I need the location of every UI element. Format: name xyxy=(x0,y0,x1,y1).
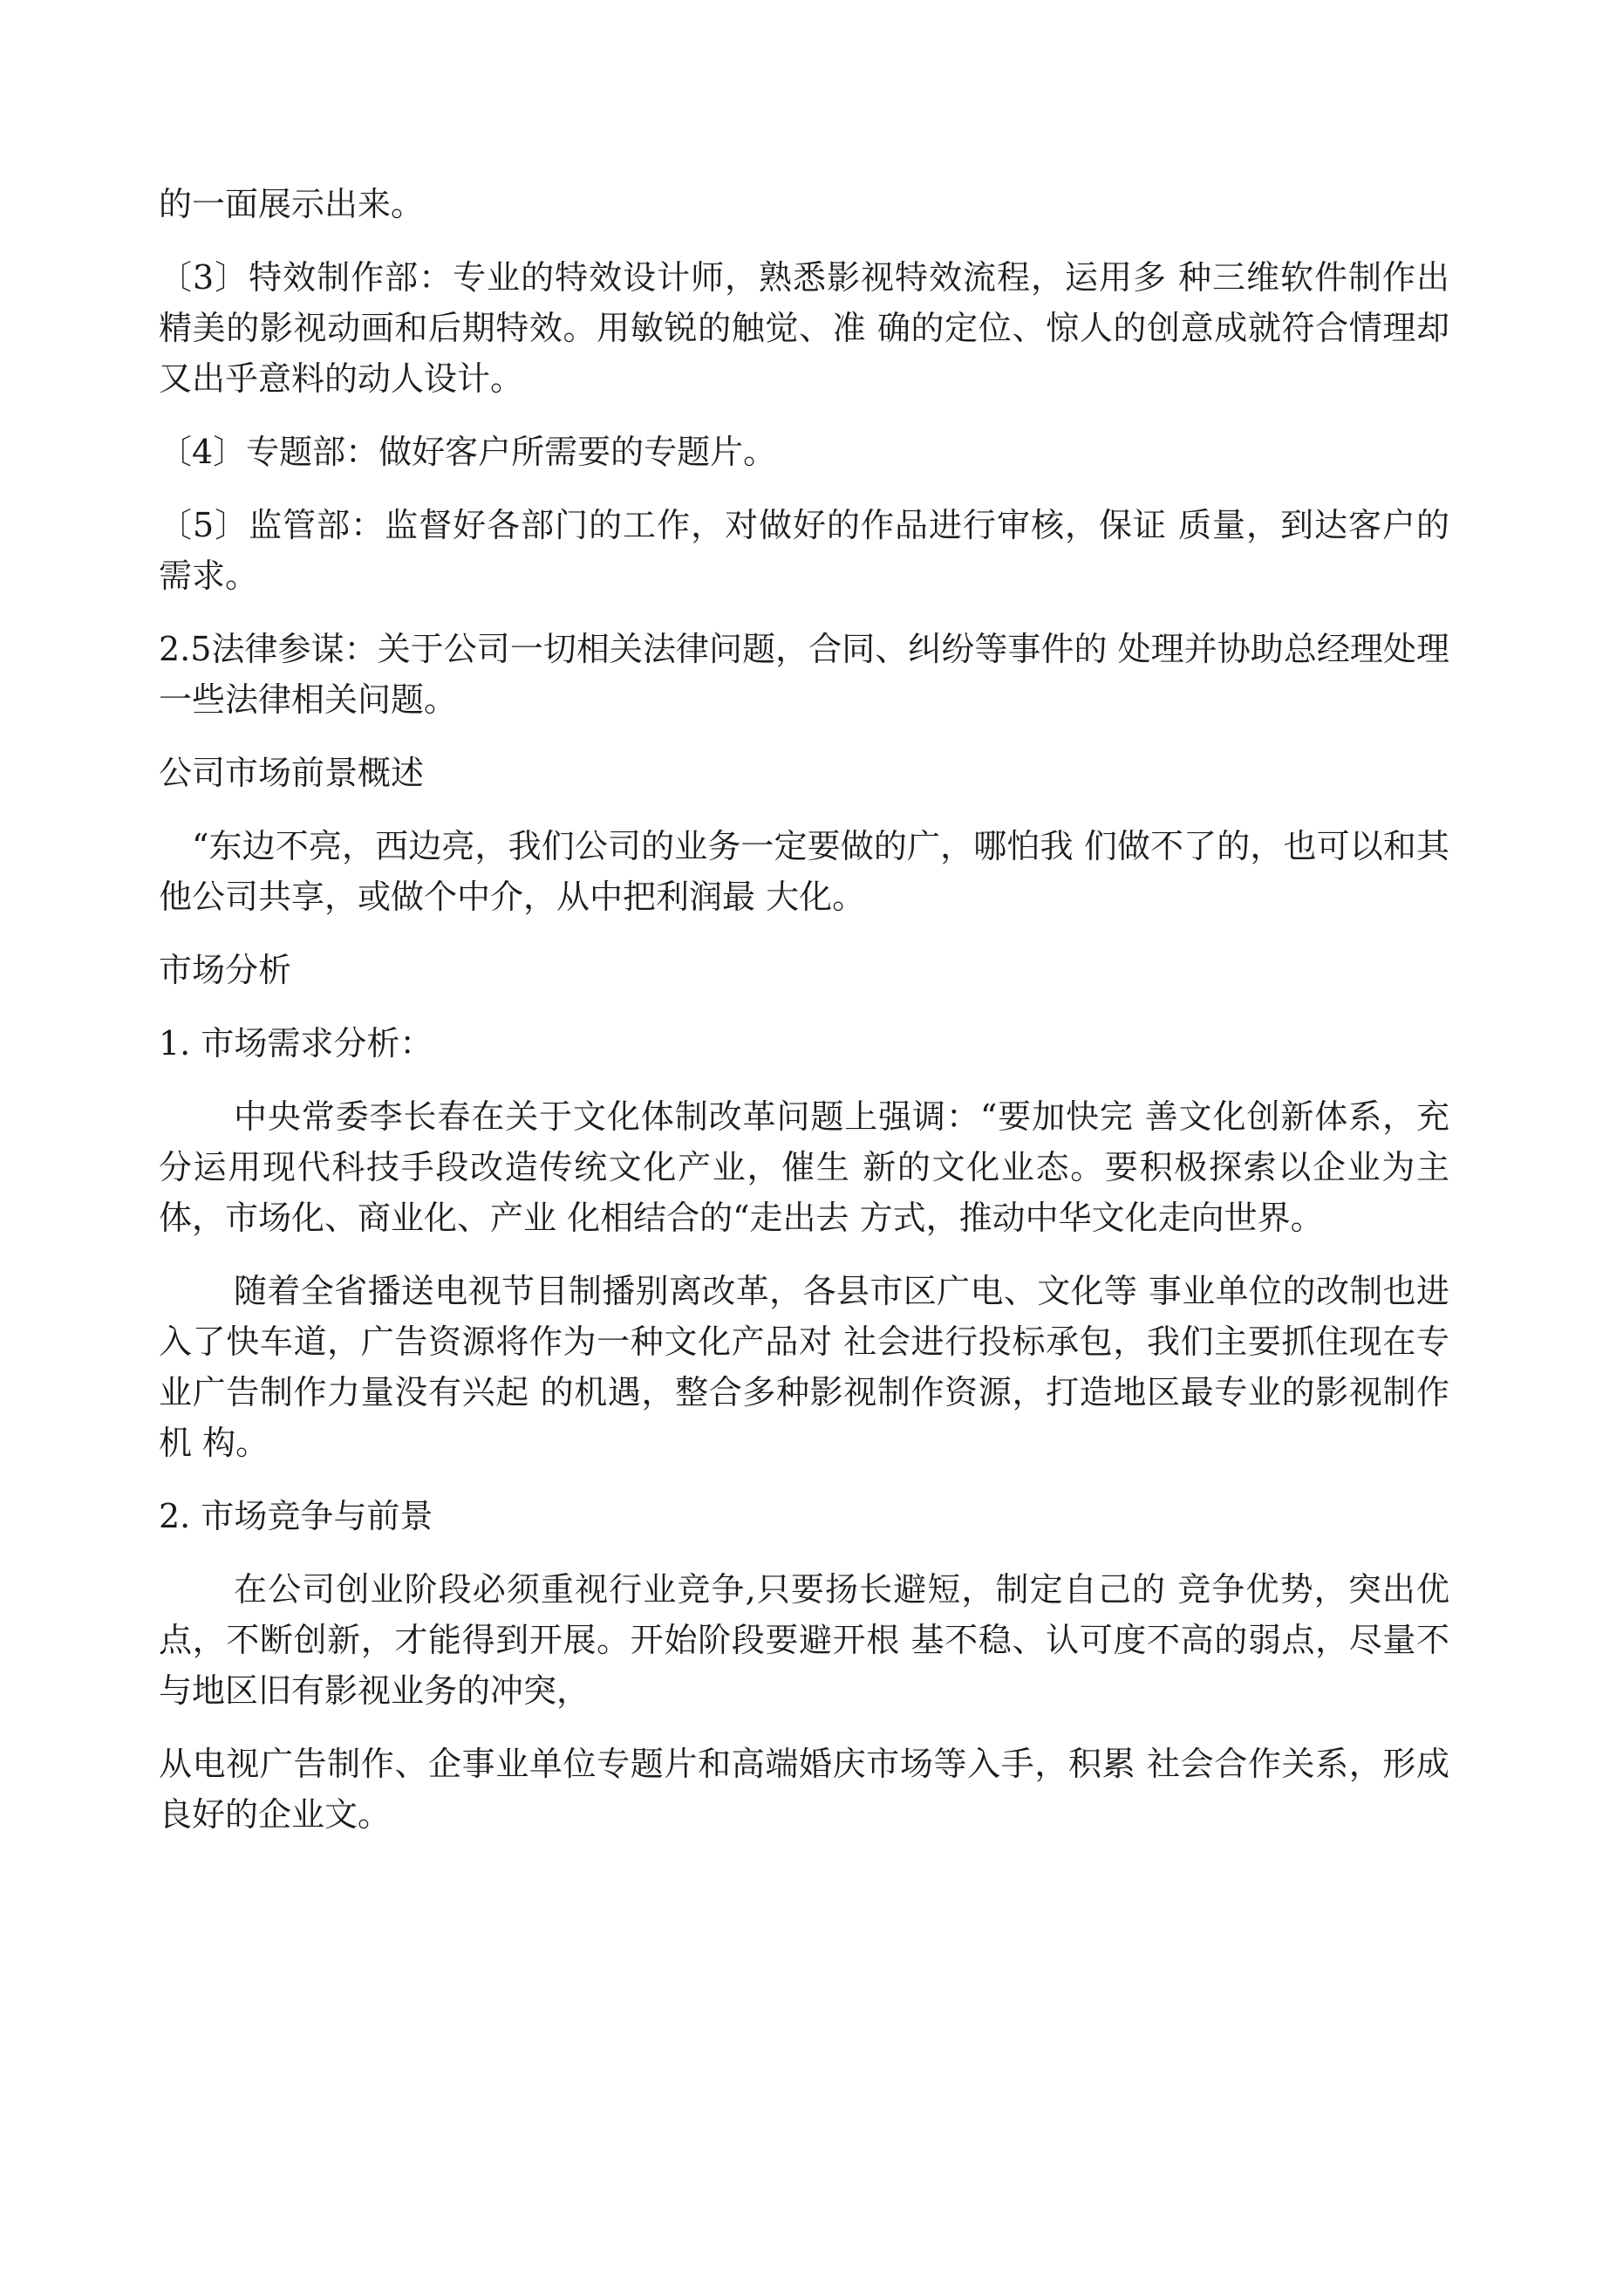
heading-market-outlook: 公司市场前景概述 xyxy=(159,754,425,792)
heading-demand-analysis: 1. 市场需求分析： xyxy=(159,1024,433,1063)
paragraph-intro-fragment: 的一面展示出来。 xyxy=(159,185,425,223)
document-body xyxy=(159,179,1449,1862)
paragraph-policy: 中央常委李长春在关于文化体制改革问题上强调：“要加快完 善文化创新体系，充分运用现代科技手段改造传统文化产业，催生 新的文化业态。要积极探索以企业为主体，市场化、商业化、产业 化相结合的“走出去 方式，推动中华文化走向世界。 xyxy=(159,1097,1449,1237)
heading-market-analysis: 市场分析 xyxy=(159,951,292,989)
paragraph-feature-department: 〔4〕专题部：做好客户所需要的专题片。 xyxy=(159,433,777,471)
paragraph-supervision-department: 〔5〕监管部：监督好各部门的工作，对做好的作品进行审核，保证 质量，到达客户的需求。 xyxy=(159,506,1449,595)
paragraph-reform: 随着全省播送电视节目制播别离改革，各县市区广电、文化等 事业单位的改制也进入了快车道，广告资源将作为一种文化产品对 社会进行投标承包，我们主要抓住现在专业广告制作力量没有兴起 的机遇，整合多种影视制作资源，打造地区最专业的影视制作机 构。 xyxy=(159,1272,1449,1462)
paragraph-effects-department: 〔3〕特效制作部：专业的特效设计师，熟悉影视特效流程，运用多 种三维软件制作出精美的影视动画和后期特效。用敏锐的触觉、准 确的定位、惊人的创意成就符合情理却又出乎意料的动人设计。 xyxy=(159,258,1449,398)
paragraph-market-quote: “东边不亮，西边亮，我们公司的业务一定要做的广，哪怕我 们做不了的，也可以和其他公司共享，或做个中介，从中把利润最 大化。 xyxy=(159,827,1449,916)
paragraph-legal-advisor: 2.5法律参谋：关于公司一切相关法律问题，合同、纠纷等事件的 处理并协助总经理处理一些法律相关问题。 xyxy=(159,630,1449,719)
heading-competition: 2. 市场竞争与前景 xyxy=(159,1497,433,1535)
paragraph-market-entry: 从电视广告制作、企事业单位专题片和高端婚庆市场等入手，积累 社会合作关系，形成良好的企业文。 xyxy=(159,1745,1449,1834)
paragraph-competition-strategy: 在公司创业阶段必须重视行业竞争,只要扬长避短，制定自己的 竞争优势，突出优点，不断创新，才能得到开展。开始阶段要避开根 基不稳、认可度不高的弱点，尽量不与地区旧有影视业务的冲突， xyxy=(159,1570,1449,1710)
